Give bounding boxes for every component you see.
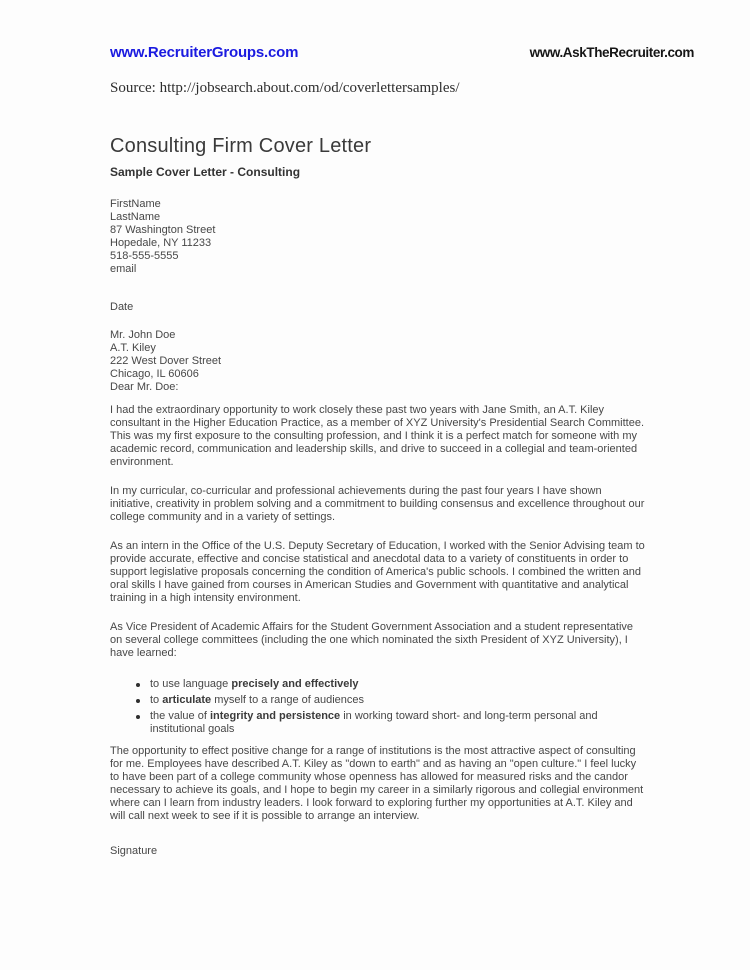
skills-bullet-list (110, 678, 634, 736)
document-subtitle: Sample Cover Letter - Consulting (110, 165, 301, 179)
source-line: Source: http://jobsearch.about.com/od/coverlettersamples/ (110, 80, 460, 96)
recipient-address-block (110, 329, 750, 394)
bullet-icon (136, 715, 140, 719)
sender-first-name: FirstName (110, 198, 161, 210)
list-item (134, 710, 634, 736)
list-item-text: the value of integrity and persistence in working toward short- and long-term personal and institutional goals (150, 710, 598, 735)
list-item (134, 694, 634, 707)
page-header (110, 44, 694, 61)
bullet-icon (136, 683, 140, 687)
recipient-name: Mr. John Doe (110, 329, 176, 341)
date-placeholder: Date (110, 301, 134, 313)
closing-paragraph: The opportunity to effect positive change for a range of institutions is the most attractive aspect of consulting for me. Employees have described A.T. Kiley as "down to earth" and as having an "open culture." I feel lucky to have been part of a college community whose openness has allowed for measured risks and the candor necessary to achieve its goals, and I hope to begin my career in a similarly rigorous and collegial environment where can I learn from industry leaders. I look forward to exploring further my opportunities at A.T. Kiley and will call next week to see if it is possible to arrange an interview. (110, 745, 644, 822)
sender-address-block (110, 198, 750, 276)
sender-phone: 518-555-5555 (110, 250, 179, 262)
list-item-text: to articulate myself to a range of audiences (150, 694, 365, 706)
body-paragraph-4: As Vice President of Academic Affairs for the Student Government Association and a student representative on several college committees (including the one which nominated the sixth President of XYZ University), I have learned: (110, 621, 634, 659)
recipient-city-state-zip: Chicago, IL 60606 (110, 368, 199, 380)
body-paragraph-3: As an intern in the Office of the U.S. Deputy Secretary of Education, I worked with the Senior Advising team to provide accurate, effective and concise statistical and anecdotal data to a variety of constituents in order to support legislative proposals concerning the condition of America's public schools. I combined the written and oral skills I have gained from courses in American Studies and Government with quantitative and analytical training in a high intensity environment. (110, 540, 645, 604)
sender-street: 87 Washington Street (110, 224, 216, 236)
body-paragraph-1: I had the extraordinary opportunity to work closely these past two years with Jane Smith, an A.T. Kiley consultant in the Higher Education Practice, as a member of XYZ University's Presidential Search Committee. This was my first exposure to the consulting profession, and I think it is a perfect match for someone with my academic record, communication and leadership skills, and drive to succeed in a collegial and team-oriented environment. (110, 404, 644, 468)
page-title: Consulting Firm Cover Letter (110, 135, 372, 157)
recipient-street: 222 West Dover Street (110, 355, 222, 367)
sender-email: email (110, 263, 137, 275)
body-paragraph-2: In my curricular, co-curricular and professional achievements during the past four years I have shown initiative, creativity in problem solving and a commitment to building consensus and excellence throughout our college community and in a variety of settings. (110, 485, 645, 523)
signature-placeholder: Signature (110, 845, 158, 857)
salutation: Dear Mr. Doe: (110, 381, 179, 393)
sender-city-state-zip: Hopedale, NY 11233 (110, 237, 212, 249)
recipient-company: A.T. Kiley (110, 342, 156, 354)
recruitergroups-link[interactable]: www.RecruiterGroups.com (110, 44, 299, 61)
sender-last-name: LastName (110, 211, 161, 223)
asktherecruiter-link[interactable]: www.AskTheRecruiter.com (529, 45, 694, 60)
list-item (134, 678, 634, 691)
list-item-text: to use language precisely and effectively (150, 678, 359, 690)
bullet-icon (136, 699, 140, 703)
